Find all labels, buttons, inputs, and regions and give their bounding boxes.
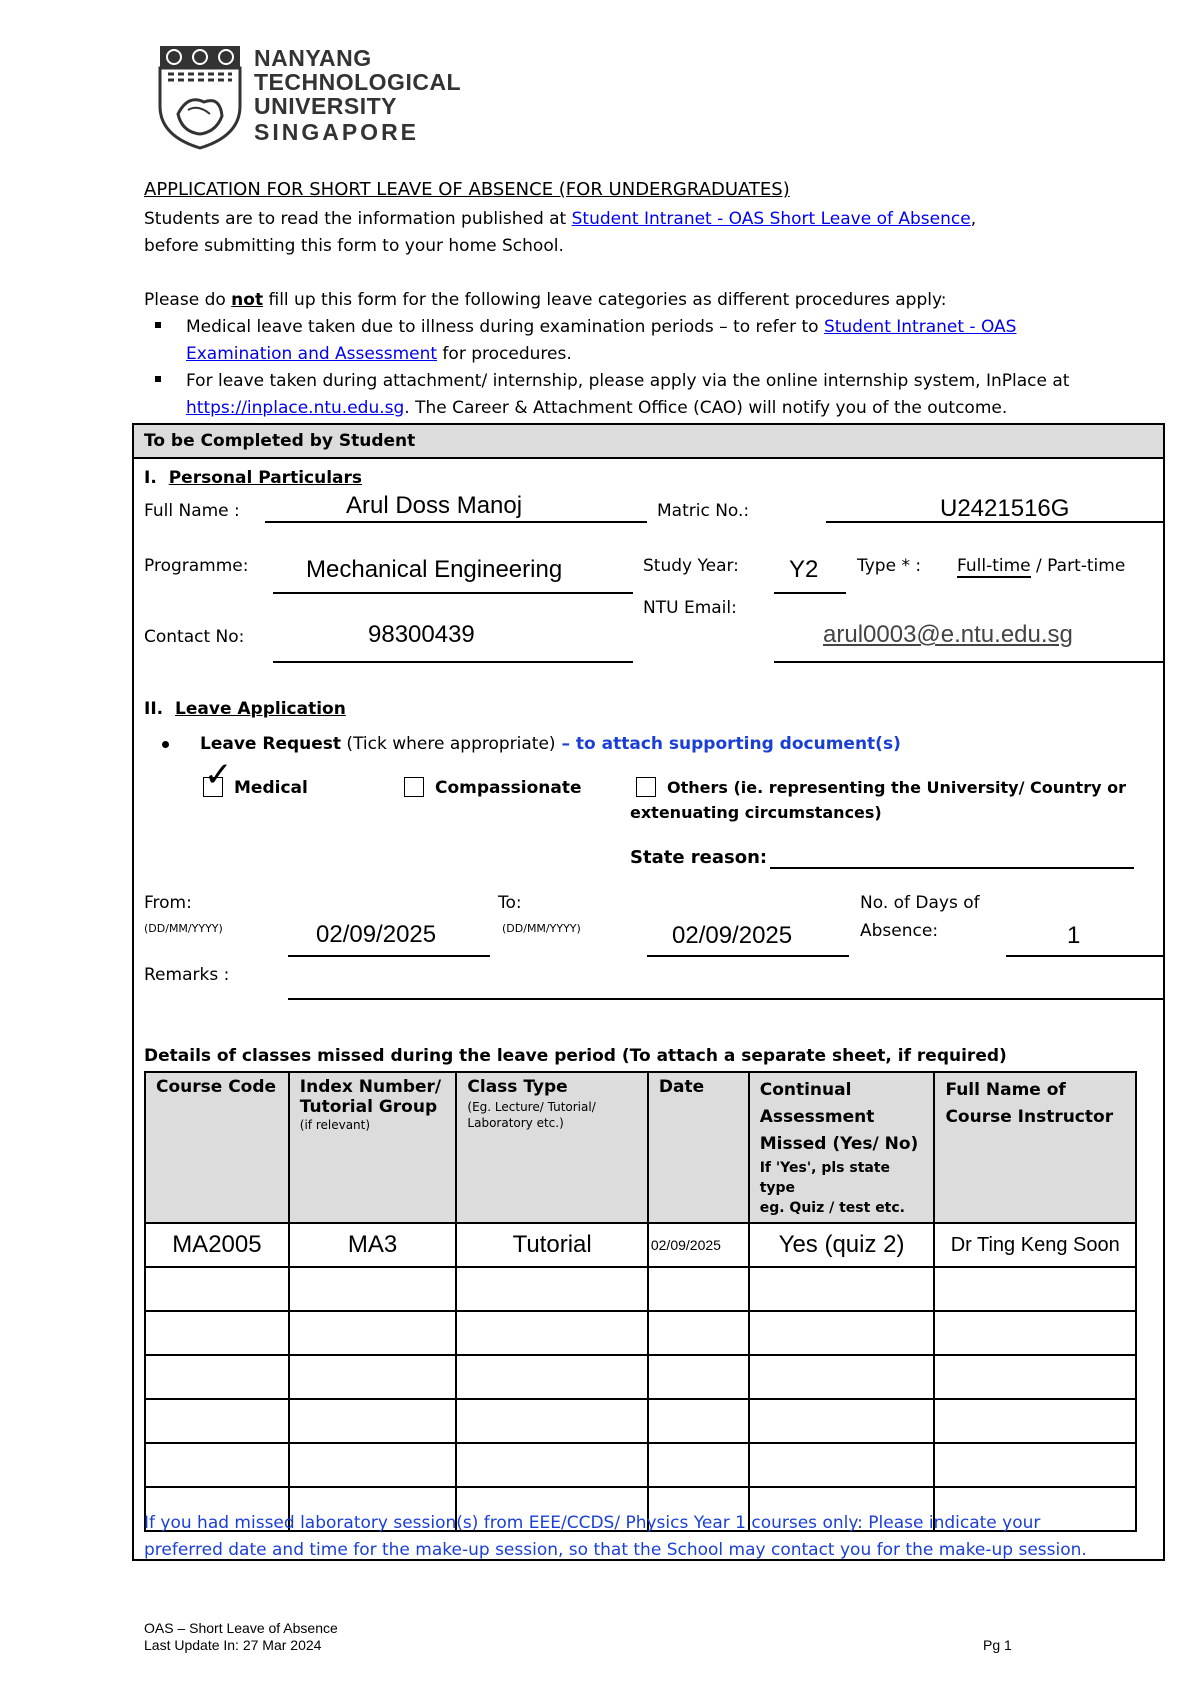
table-row <box>145 1443 1136 1487</box>
empty-cell[interactable] <box>289 1443 457 1487</box>
row1-class-type[interactable]: Tutorial <box>456 1223 647 1267</box>
inplace-link[interactable]: https://inplace.ntu.edu.sg <box>186 398 405 418</box>
empty-cell[interactable] <box>749 1355 935 1399</box>
email-value[interactable]: arul0003@e.ntu.edu.sg <box>823 621 1073 648</box>
to-line <box>647 955 849 957</box>
col-header-index: Index Number/ Tutorial Group (if relevant) <box>289 1072 457 1223</box>
full-name-label: Full Name : <box>144 501 240 521</box>
to-label: To: <box>498 893 522 913</box>
to-date-value[interactable]: 02/09/2025 <box>672 922 793 949</box>
col-header-date: Date <box>648 1072 749 1223</box>
compassionate-option-label: Compassionate <box>435 778 582 798</box>
intro-text-line2: before submitting this form to your home School. <box>144 236 564 256</box>
matric-label: Matric No.: <box>657 501 750 521</box>
empty-cell[interactable] <box>289 1399 457 1443</box>
row1-date[interactable]: 02/09/2025 <box>648 1223 749 1267</box>
footer-last-update: Last Update In: 27 Mar 2024 <box>144 1637 322 1653</box>
medical-option-label: Medical <box>234 778 308 798</box>
leave-request-label: Leave Request <box>200 734 342 754</box>
empty-cell[interactable] <box>934 1443 1136 1487</box>
col-header-class-type: Class Type (Eg. Lecture/ Tutorial/ Laboratory etc.) <box>456 1072 647 1223</box>
contact-line <box>273 661 633 663</box>
empty-cell[interactable] <box>934 1399 1136 1443</box>
table-row <box>145 1223 1136 1267</box>
oas-exam-link-b[interactable]: Examination and Assessment <box>186 344 438 364</box>
others-checkbox[interactable] <box>636 777 656 797</box>
empty-cell[interactable] <box>145 1355 289 1399</box>
bullet-1-text: Medical leave taken due to illness during examination periods – to refer to <box>186 317 824 337</box>
lab-makeup-note-1: If you had missed laboratory session(s) from EEE/CCDS/ Physics Year 1 courses only: Please indicate your <box>144 1513 1041 1533</box>
ntu-logo <box>158 44 462 154</box>
classes-heading: Details of classes missed during the leave period (To attach a separate sheet, if required) <box>144 1046 1007 1066</box>
email-line <box>774 661 1164 663</box>
footer-doc-name: OAS – Short Leave of Absence <box>144 1620 338 1636</box>
matric-value[interactable]: U2421516G <box>940 495 1070 522</box>
intro-comma: , <box>970 209 977 229</box>
notice-text-post: fill up this form for the following leave categories as different procedures apply: <box>263 290 947 310</box>
empty-cell[interactable] <box>145 1399 289 1443</box>
row1-instructor[interactable]: Dr Ting Keng Soon <box>934 1223 1136 1267</box>
bullet-2-marker <box>155 376 161 382</box>
logo-line-technological: TECHNOLOGICAL <box>254 69 462 95</box>
days-line <box>1006 955 1164 957</box>
leave-request-bullet <box>162 741 169 748</box>
table-row <box>145 1355 1136 1399</box>
empty-cell[interactable] <box>289 1267 457 1311</box>
type-full-time[interactable]: Full-time <box>957 556 1031 576</box>
personal-num: I. <box>144 468 157 488</box>
empty-cell[interactable] <box>145 1443 289 1487</box>
empty-cell[interactable] <box>289 1311 457 1355</box>
bullet-2-post: . The Career & Attachment Office (CAO) will notify you of the outcome. <box>404 398 1008 418</box>
notice-text-pre: Please do <box>144 290 232 310</box>
empty-cell[interactable] <box>934 1355 1136 1399</box>
empty-cell[interactable] <box>749 1311 935 1355</box>
leave-request-attach-note: – to attach supporting document(s) <box>555 734 901 754</box>
state-reason-label: State reason: <box>630 847 768 868</box>
programme-value[interactable]: Mechanical Engineering <box>306 556 563 583</box>
intro-text: Students are to read the information published at <box>144 209 572 229</box>
classes-table <box>144 1071 1137 1532</box>
from-label: From: <box>144 893 192 913</box>
type-label: Type * : <box>857 556 922 576</box>
oas-short-leave-link[interactable]: Student Intranet - OAS Short Leave of Absence <box>571 209 971 229</box>
table-row <box>145 1267 1136 1311</box>
study-year-value[interactable]: Y2 <box>789 556 819 583</box>
lab-makeup-note-2: preferred date and time for the make-up session, so that the School may contact you for the make-up session. <box>144 1540 1087 1560</box>
empty-cell[interactable] <box>749 1443 935 1487</box>
programme-label: Programme: <box>144 556 249 576</box>
leave-request-hint: (Tick where appropriate) <box>341 734 556 754</box>
empty-cell[interactable] <box>145 1267 289 1311</box>
table-row <box>145 1311 1136 1355</box>
empty-cell[interactable] <box>648 1311 749 1355</box>
leave-num: II. <box>144 699 164 719</box>
bullet-2-text: For leave taken during attachment/ internship, please apply via the online internship system, InPlace at <box>186 371 1070 391</box>
compassionate-checkbox[interactable] <box>404 777 424 797</box>
empty-cell[interactable] <box>145 1311 289 1355</box>
others-option-label: Others (ie. representing the University/ Country or <box>667 778 1126 797</box>
personal-heading: Personal Particulars <box>168 468 363 488</box>
footer-page-number: Pg 1 <box>983 1637 1012 1653</box>
empty-cell[interactable] <box>456 1267 647 1311</box>
form-title: APPLICATION FOR SHORT LEAVE OF ABSENCE (FOR UNDERGRADUATES) <box>144 179 790 200</box>
others-option-label-2: extenuating circumstances) <box>630 803 882 822</box>
leave-heading: Leave Application <box>175 699 346 719</box>
empty-cell[interactable] <box>456 1311 647 1355</box>
bullet-1-post: for procedures. <box>437 344 572 364</box>
study-year-label: Study Year: <box>643 556 739 576</box>
days-label-2: Absence: <box>860 921 939 941</box>
row1-course-code[interactable]: MA2005 <box>145 1223 289 1267</box>
empty-cell[interactable] <box>934 1267 1136 1311</box>
empty-cell[interactable] <box>456 1355 647 1399</box>
empty-cell[interactable] <box>648 1267 749 1311</box>
full-name-value[interactable]: Arul Doss Manoj <box>346 492 523 519</box>
logo-line-nanyang: NANYANG <box>254 45 372 71</box>
ntu-crest-icon <box>158 44 242 150</box>
from-format: (DD/MM/YYYY) <box>144 922 223 935</box>
oas-exam-link-a[interactable]: Student Intranet - OAS <box>823 317 1017 337</box>
full-name-line <box>265 521 647 523</box>
student-section-header-label: To be Completed by Student <box>144 431 416 451</box>
type-part-time[interactable]: Part-time <box>1047 556 1126 576</box>
contact-label: Contact No: <box>144 627 245 647</box>
type-separator: / <box>1030 556 1048 576</box>
row1-index[interactable]: MA3 <box>289 1223 457 1267</box>
email-label: NTU Email: <box>643 598 737 618</box>
from-line <box>288 955 490 957</box>
to-format: (DD/MM/YYYY) <box>502 922 581 935</box>
notice-not: not <box>231 290 264 310</box>
empty-cell[interactable] <box>648 1399 749 1443</box>
days-label-1: No. of Days of <box>860 893 980 913</box>
bullet-1-marker <box>155 322 161 328</box>
empty-cell[interactable] <box>648 1355 749 1399</box>
programme-line <box>273 592 633 594</box>
from-date-value[interactable]: 02/09/2025 <box>316 921 437 948</box>
remarks-label: Remarks : <box>144 965 230 985</box>
empty-cell[interactable] <box>934 1311 1136 1355</box>
days-value[interactable]: 1 <box>1067 922 1081 949</box>
study-year-line <box>774 592 846 594</box>
logo-line-university: UNIVERSITY <box>254 93 398 119</box>
state-reason-line <box>770 867 1134 869</box>
row1-continual-assessment[interactable]: Yes (quiz 2) <box>749 1223 935 1267</box>
empty-cell[interactable] <box>289 1355 457 1399</box>
col-header-instructor: Full Name of Course Instructor <box>934 1072 1136 1223</box>
col-header-continual-assessment: Continual Assessment Missed (Yes/ No) If 'Yes', pls state type eg. Quiz / test etc. <box>749 1072 935 1223</box>
empty-cell[interactable] <box>648 1443 749 1487</box>
table-row <box>145 1399 1136 1443</box>
remarks-line <box>288 998 1164 1000</box>
empty-cell[interactable] <box>456 1399 647 1443</box>
empty-cell[interactable] <box>749 1267 935 1311</box>
empty-cell[interactable] <box>749 1399 935 1443</box>
medical-tick-icon: ✓ <box>204 755 233 795</box>
logo-line-singapore: SINGAPORE <box>254 119 420 145</box>
empty-cell[interactable] <box>456 1443 647 1487</box>
contact-value[interactable]: 98300439 <box>368 621 475 648</box>
col-header-course-code: Course Code <box>145 1072 289 1223</box>
